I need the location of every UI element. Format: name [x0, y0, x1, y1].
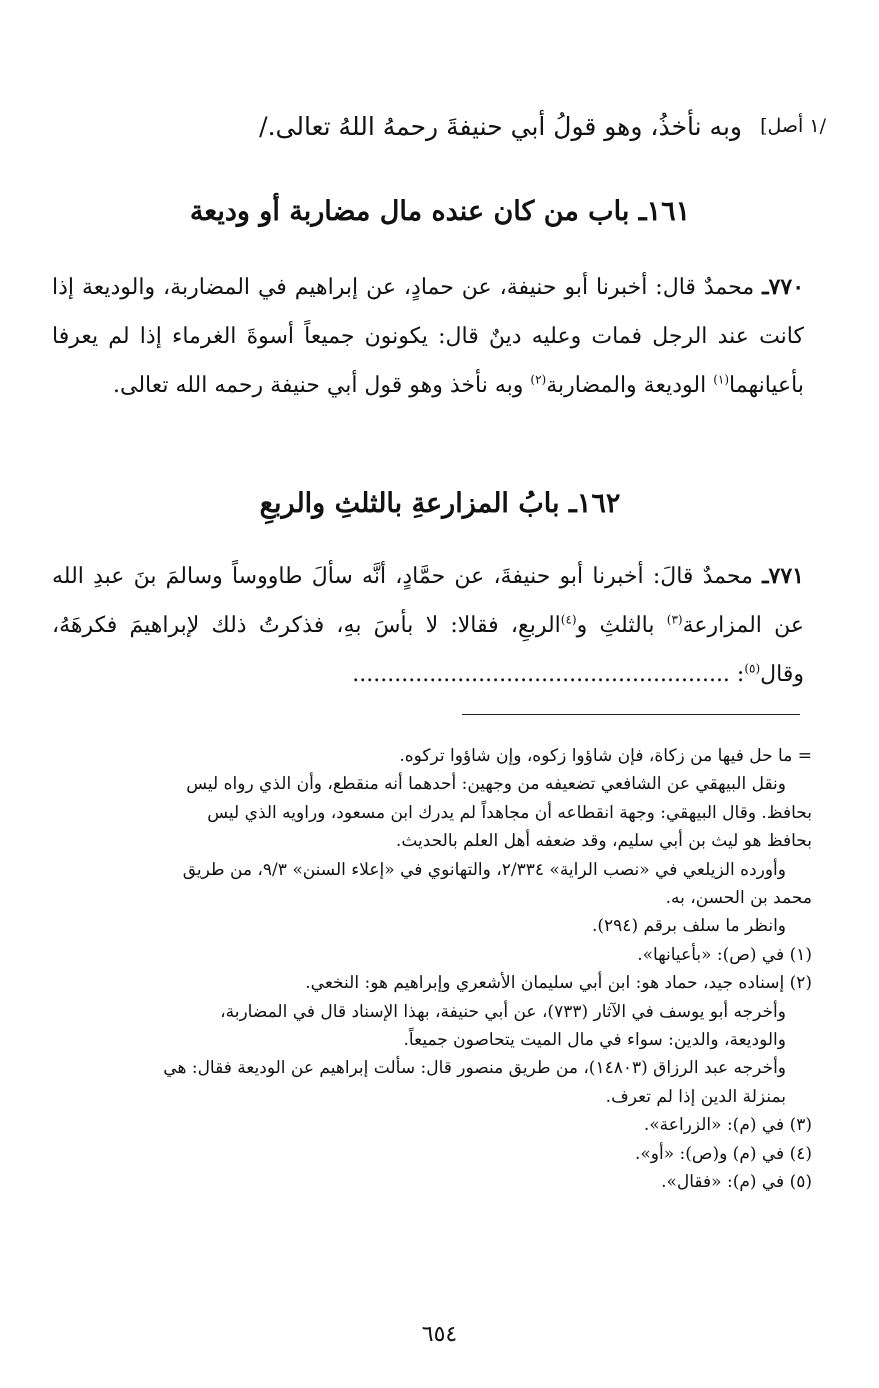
footnote-marker: (٣) — [666, 612, 683, 627]
entry-770-paragraph — [52, 263, 804, 410]
footnote-line: بمنزلة الدين إذا لم تعرف. — [605, 1086, 786, 1107]
footnote-line: = ما حل فيها من زكاة، فإن شاؤوا زكوه، وإن شاؤوا تركوه. — [399, 746, 812, 766]
top-line — [60, 112, 826, 152]
entry-text: محمدٌ قالَ: أخبرنا أبو حنيفةَ، عن حمَّادٍ، أنَّه سألَ طاووساً وسالمَ بنَ عبدِ الله عن المزارعة — [52, 564, 805, 638]
entry-text: وبه نأخذ وهو قول أبي حنيفة رحمه الله تعالى. — [112, 373, 531, 398]
footnote-line: والوديعة، والدين: سواء في مال الميت يتحاصون جميعاً. — [403, 1030, 786, 1051]
footnote-marker: (١) — [713, 372, 730, 387]
footnote-line: بحافظ هو ليث بن أبي سليم، وقد ضعفه أهل العلم بالحديث. — [395, 831, 812, 852]
footnote-marker: (٥) — [744, 661, 761, 676]
top-text: وبه نأخذُ، وهو قولُ أبي حنيفةَ رحمهُ اللهُ تعالى./ — [259, 112, 742, 141]
footnote-line: بحافظ. وقال البيهقي: وجهة انقطاعه أن مجاهداً لم يدرك ابن مسعود، وراويه الذي ليس — [207, 802, 812, 823]
footnote-line: وانظر ما سلف برقم (٢٩٤). — [592, 916, 786, 937]
footnote-line: وأخرجه عبد الرزاق (١٤٨٠٣)، من طريق منصور قال: سألت إبراهيم عن الوديعة فقال: هي — [163, 1058, 786, 1079]
footnote-marker: (٤) — [560, 612, 577, 627]
continuation-dots: ...................................................... — [352, 662, 730, 687]
entry-text: بالثلثِ و — [576, 613, 667, 638]
footnotes — [52, 742, 812, 1197]
entry-770 — [52, 263, 804, 410]
footnote-line: محمد بن الحسن، به. — [665, 888, 812, 909]
footnote-line: (٣) في (م): «الزراعة». — [643, 1115, 812, 1136]
entry-771-paragraph — [52, 552, 804, 699]
footnote-divider — [462, 714, 800, 715]
footnote-line: ونقل البيهقي عن الشافعي تضعيفه من وجهين: أحدهما أنه منقطع، وأن الذي رواه ليس — [186, 774, 786, 795]
page-number: ٦٥٤ — [421, 1322, 458, 1347]
footnote-line: وأورده الزيلعي في «نصب الراية» ٢/٣٣٤، والتهانوي في «إعلاء السنن» ٩/٣، من طريق — [182, 859, 786, 880]
footnote-line: وأخرجه أبو يوسف في الآثار (٧٣٣)، عن أبي حنيفة، بهذا الإسناد قال في المضاربة، — [220, 1001, 786, 1022]
entry-text: الوديعة والمضاربة — [546, 373, 714, 398]
entry-text: محمدٌ قال: أخبرنا أبو حنيفة، عن حمادٍ، عن إبراهيم في المضاربة، والوديعة إذا كانت عند الرجل فمات وعليه دينٌ قال: يكونون جميعاً أسوةَ الغرماء إذا لم يعرفا بأعيانهما — [52, 275, 804, 398]
footnote-line: (١) في (ص): «بأعيانها». — [637, 944, 812, 965]
entry-text: الربعِ، فقالا: لا بأسَ بهِ، فذكرتُ ذلك لإبراهيمَ فكرهَهُ، وقال — [52, 613, 804, 687]
footnote-marker: (٢) — [530, 372, 547, 387]
section-heading-161: ١٦١ـ باب من كان عنده مال مضاربة أو وديعة — [189, 196, 691, 227]
entry-number: ٧٧١ـ — [762, 563, 804, 589]
entry-text: : — [729, 662, 745, 687]
footnote-line: (٥) في (م): «فقال». — [661, 1172, 812, 1193]
section-heading-162: ١٦٢ـ بابُ المزارعةِ بالثلثِ والربعِ — [259, 488, 621, 519]
entry-number: ٧٧٠ـ — [762, 274, 805, 300]
footnote-line: (٢) إسناده جيد، حماد هو: ابن أبي سليمان الأشعري وإبراهيم هو: النخعي. — [305, 973, 812, 994]
entry-771 — [52, 552, 804, 699]
footnote-line: (٤) في (م) و(ص): «أو». — [634, 1143, 812, 1164]
margin-note: /١ أصل] — [760, 115, 826, 137]
